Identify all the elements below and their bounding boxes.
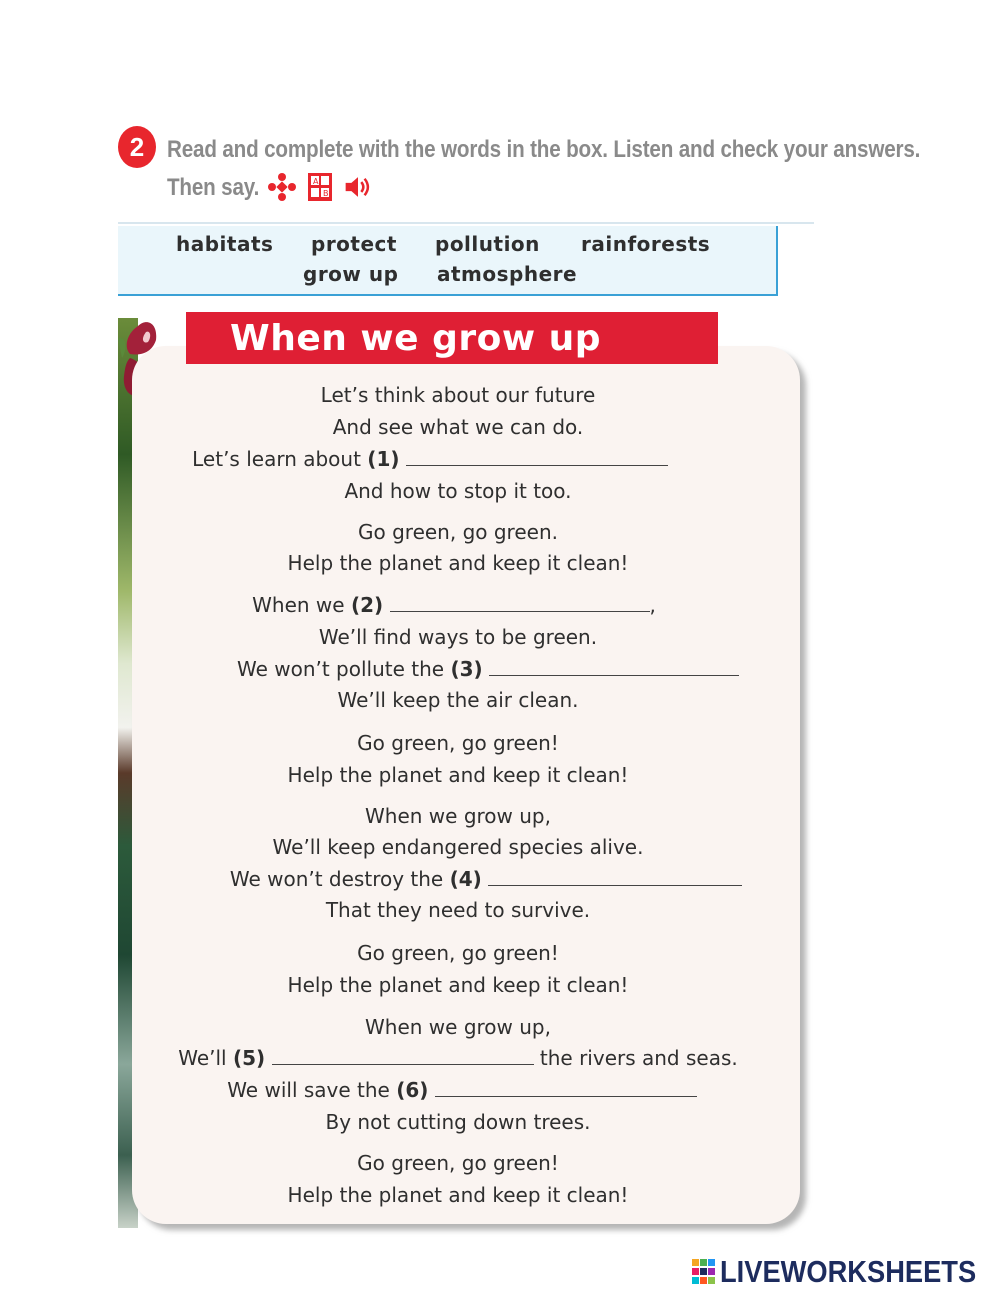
lyric-text: We will save the bbox=[227, 1078, 397, 1102]
liveworksheets-logo-text: LIVEWORKSHEETS bbox=[720, 1254, 977, 1289]
lyric-line bbox=[0, 1183, 916, 1207]
lyric-text: Let’s learn about bbox=[192, 447, 368, 471]
liveworksheets-logo bbox=[692, 1254, 1000, 1290]
lyric-line bbox=[0, 1110, 916, 1134]
answer-blank-6[interactable] bbox=[435, 1078, 697, 1097]
liveworksheets-logo-icon bbox=[692, 1259, 716, 1285]
lyric-line bbox=[0, 1015, 916, 1039]
lyric-text: Let’s think about our future bbox=[320, 383, 596, 407]
blank-number: (4) bbox=[449, 867, 482, 891]
lyric-line bbox=[0, 383, 916, 407]
instruction-line-2: Then say. bbox=[167, 174, 260, 201]
lyric-line bbox=[28, 867, 944, 891]
lyric-line bbox=[0, 763, 916, 787]
lyric-text: We won’t pollute the bbox=[236, 657, 451, 681]
lyric-line bbox=[0, 415, 916, 439]
word-option: grow up bbox=[303, 262, 399, 286]
lyric-line bbox=[0, 688, 916, 712]
lyric-line bbox=[0, 479, 916, 503]
svg-text:A: A bbox=[313, 177, 319, 186]
lyric-text: We’ll keep endangered species alive. bbox=[272, 835, 644, 859]
lyric-line bbox=[0, 447, 888, 471]
lyric-line bbox=[0, 898, 916, 922]
lyric-text: We’ll keep the air clean. bbox=[337, 688, 579, 712]
blank-number: (1) bbox=[367, 447, 400, 471]
word-option: protect bbox=[311, 232, 397, 256]
blank-number: (3) bbox=[450, 657, 483, 681]
lyric-line bbox=[0, 520, 916, 544]
answer-blank-3[interactable] bbox=[489, 657, 739, 676]
lyric-line bbox=[0, 835, 916, 859]
exercise-number-badge: 2 bbox=[118, 126, 156, 168]
blank-number: (5) bbox=[232, 1046, 266, 1070]
lyric-text: Go green, go green! bbox=[357, 1151, 559, 1175]
answer-blank-2[interactable] bbox=[390, 593, 650, 612]
blank-number: (2) bbox=[350, 593, 384, 617]
lyric-line bbox=[0, 1046, 916, 1070]
lyric-line bbox=[0, 804, 916, 828]
lyric-line bbox=[4, 1078, 920, 1102]
lyric-text: We’ll bbox=[178, 1046, 233, 1070]
lyric-text: We’ll find ways to be green. bbox=[318, 625, 598, 649]
lyric-text: And how to stop it too. bbox=[344, 479, 572, 503]
answer-blank-1[interactable] bbox=[406, 447, 668, 466]
lyric-line bbox=[0, 551, 916, 575]
lyric-text: Help the planet and keep it clean! bbox=[287, 973, 629, 997]
word-option: pollution bbox=[435, 232, 540, 256]
lyric-line bbox=[0, 731, 916, 755]
answer-blank-4[interactable] bbox=[488, 867, 742, 886]
word-option: atmosphere bbox=[437, 262, 578, 286]
lyric-text: When we grow up, bbox=[365, 804, 551, 828]
lyric-text: Go green, go green! bbox=[357, 941, 559, 965]
lyric-text: Help the planet and keep it clean! bbox=[287, 551, 629, 575]
lyric-line bbox=[0, 941, 916, 965]
lyric-line bbox=[0, 593, 912, 617]
lyric-line bbox=[0, 1151, 916, 1175]
lyric-text: Go green, go green! bbox=[357, 731, 559, 755]
lyric-text: Help the planet and keep it clean! bbox=[287, 1183, 629, 1207]
lyric-text: When we grow up, bbox=[365, 1015, 551, 1039]
svg-text:B: B bbox=[323, 189, 329, 198]
lyric-text: By not cutting down trees. bbox=[325, 1110, 591, 1134]
lyric-text: We won’t destroy the bbox=[229, 867, 450, 891]
answer-blank-5[interactable] bbox=[272, 1046, 534, 1065]
lyric-text: Go green, go green. bbox=[358, 520, 558, 544]
instruction-line-1: Read and complete with the words in the box. Listen and check your answers. bbox=[167, 136, 921, 163]
word-option: rainforests bbox=[581, 232, 711, 256]
lyric-text: the rivers and seas. bbox=[533, 1046, 738, 1070]
lyric-line bbox=[30, 657, 946, 681]
lyric-text: Help the planet and keep it clean! bbox=[287, 763, 629, 787]
lyric-line bbox=[0, 625, 916, 649]
lyric-text: When we bbox=[252, 593, 351, 617]
lyric-text: , bbox=[649, 593, 656, 617]
lyric-text: And see what we can do. bbox=[332, 415, 584, 439]
blank-number: (6) bbox=[396, 1078, 429, 1102]
word-option: habitats bbox=[176, 232, 274, 256]
lyric-line bbox=[0, 973, 916, 997]
lyric-text: That they need to survive. bbox=[325, 898, 591, 922]
song-title: When we grow up bbox=[186, 312, 718, 364]
